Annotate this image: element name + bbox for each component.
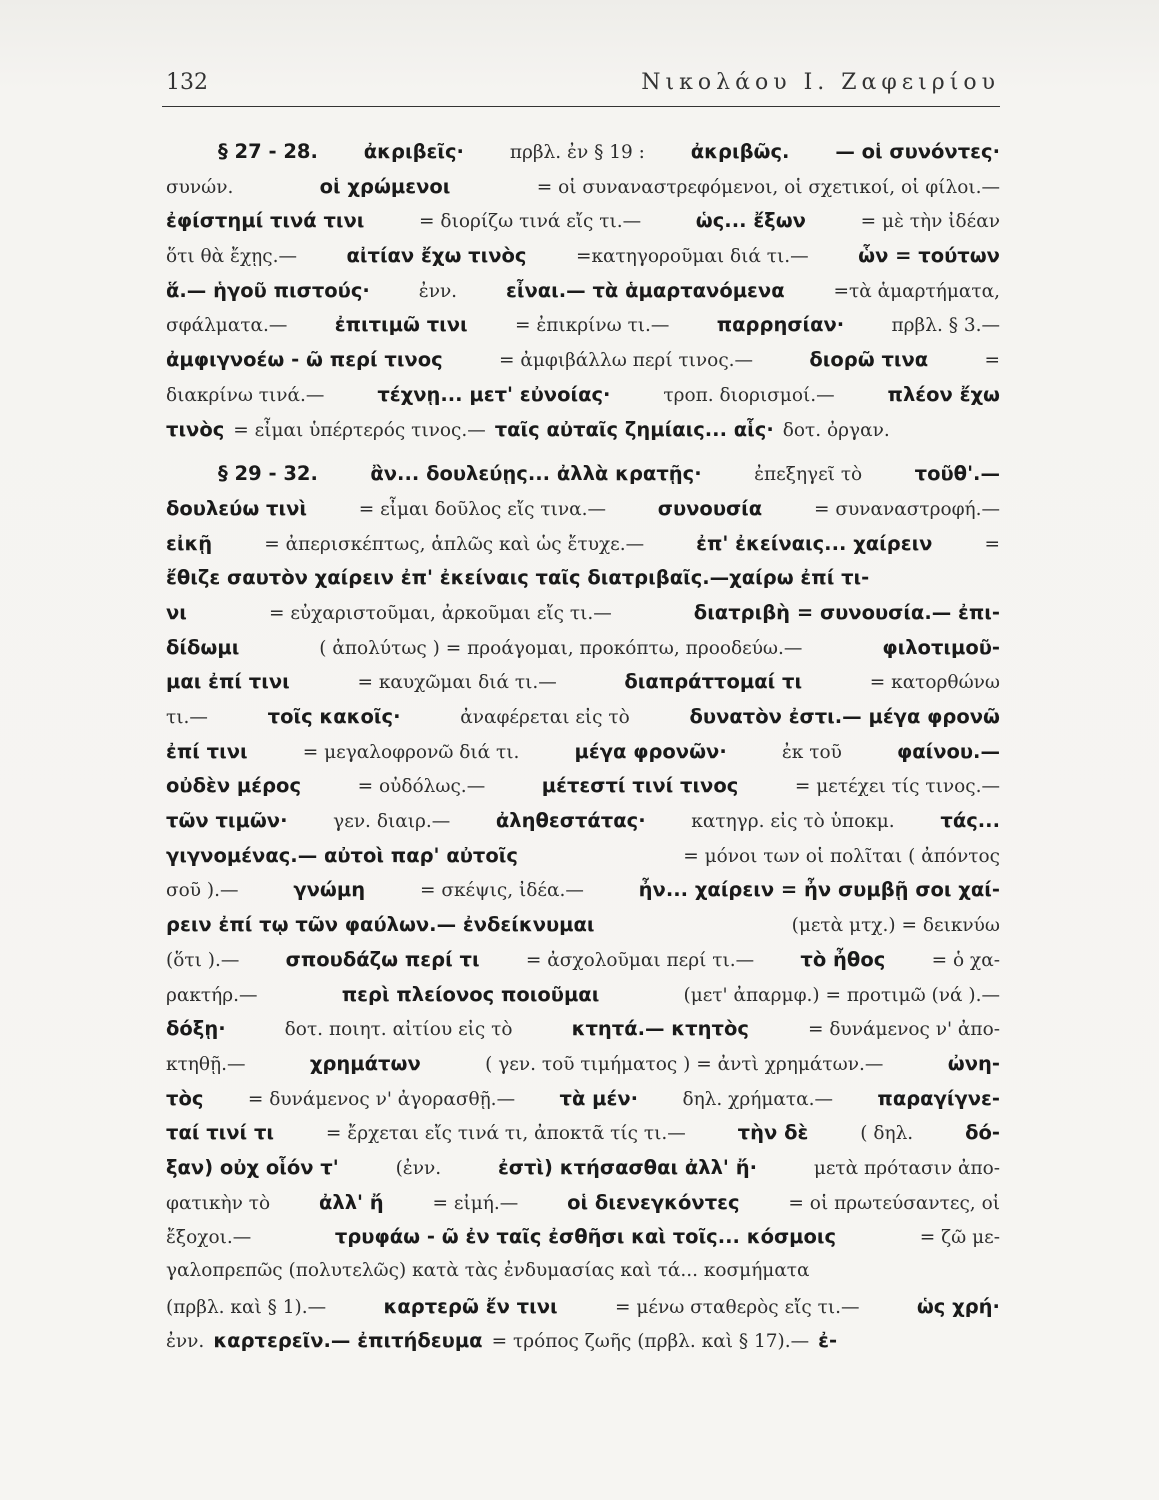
lemma-term: ἦν... χαίρειν = ἦν συμβῇ σοι χαί- [638,878,1000,902]
lemma-term: διορῶ τινα [809,348,929,372]
gloss-text: τροπ. διορισμοί.— [663,384,835,406]
lemma-term: εἶναι.— τὰ ἁμαρτανόμενα [506,278,785,302]
lemma-term: § 27 - 28. [218,140,318,163]
lemma-term: σπουδάζω περί τι [285,947,480,971]
lemma-term: καρτερεῖν.— ἐπιτήδευμα [213,1329,483,1353]
lemma-term: τέχνῃ... μετ' εὐνοίας· [377,382,611,406]
lemma-term: οἱ χρώμενοι [319,174,451,198]
gloss-text: ρακτήρ.— [166,984,258,1006]
text-line [166,948,1000,983]
lemma-term: ἐπιτιμῶ τινι [334,313,468,337]
text-line [166,844,1000,879]
lemma-term: — οἱ συνόντες· [835,140,1000,163]
lemma-term: τὰ μέν· [559,1086,639,1110]
lemma-term: ἐφίστημί τινά τινι [166,209,365,233]
lemma-term: ταί τινί τι [166,1121,274,1145]
gloss-text: (πρβλ. καὶ § 1).— [166,1296,327,1318]
lemma-term: ἀληθεστάτας· [495,809,646,833]
lemma-term: εἰκῇ [166,531,213,555]
text-line [166,913,1000,948]
lemma-term: ἐπί τινι [166,739,248,763]
lemma-term: ἂν... δουλεύῃς... ἀλλὰ κρατῇς· [370,462,702,486]
gloss-text: συνών. [166,176,234,198]
gloss-text: = δυνάμενος ν' ἀπο- [807,1019,1000,1041]
lemma-term: παρρησίαν· [716,313,845,337]
gloss-text: κτηθῇ.— [166,1053,246,1075]
gloss-text: ἐνν. [166,1331,205,1353]
gloss-text: ἐπεξηγεῖ τὸ [754,464,863,486]
text-line [166,983,1000,1018]
text-line [166,705,1000,740]
lemma-term: τὸς [166,1086,204,1110]
text-line [166,809,1000,844]
lemma-term: οἱ διενεγκόντες [567,1190,740,1214]
lemma-term: ξαν) οὐχ οἷόν τ' [166,1155,339,1179]
lemma-term: διαπράττομαί τι [624,670,803,694]
text-line [166,1156,1000,1191]
gloss-text: = εἰμή.— [432,1192,519,1214]
lemma-term: συνουσία [657,496,763,520]
gloss-text: = μεγαλοφρονῶ διά τι. [302,741,520,763]
lemma-term: ἀμφιγνοέω - ῶ περί τινος [166,348,443,372]
text-line [166,670,1000,705]
text-line [166,313,1000,348]
text-line [166,418,1000,453]
text-line [166,1191,1000,1226]
lemma-term: χρημάτων [309,1051,421,1075]
lemma-term: πλέον ἔχω [887,382,1000,406]
lemma-term: φιλοτιμοῦ- [882,635,1000,659]
gloss-text: = συναναστροφή.— [813,498,1000,520]
text-line [166,878,1000,913]
lemma-term: τῶν τιμῶν· [166,809,288,833]
gloss-text: = [984,533,1000,555]
lemma-term: περὶ πλείονος ποιοῦμαι [341,982,600,1006]
lemma-term: δίδωμι [166,635,240,659]
gloss-text: (μετ' ἀπαρμφ.) = προτιμῶ (νά ).— [683,984,1000,1006]
lemma-term: τοῖς κακοῖς· [267,705,401,728]
gloss-text: (ἐνν. [395,1157,442,1179]
lemma-term: ὧν = τούτων [858,244,1000,268]
lemma-term: τὸ ἦθος [800,947,886,971]
lemma-term: τάς... [940,809,1000,833]
lemma-term: δόξῃ· [166,1017,226,1041]
gloss-text: σφάλματα.— [166,315,288,337]
text-line [166,140,1000,175]
text-line [166,740,1000,775]
text-line [166,1295,1000,1330]
gloss-text: ἔξοχοι.— [166,1227,252,1249]
gloss-text: = μόνοι των οἱ πολῖται ( ἀπόντος [683,845,1000,867]
gloss-text: = ἔρχεται εἴς τινά τι, ἀποκτᾶ τίς τι.— [325,1123,686,1145]
text-line [166,279,1000,314]
text-line [166,636,1000,671]
lemma-term: τὴν δὲ [737,1121,809,1145]
text-line [166,1329,1000,1364]
text-line [166,1260,1000,1295]
gloss-text: = οἱ συναναστρεφόμενοι, οἱ σχετικοί, οἱ φίλοι.— [536,176,1000,198]
lemma-term: καρτερῶ ἔν τινι [383,1294,558,1318]
lemma-term: ἐ- [818,1329,838,1353]
gloss-text: δηλ. χρήματα.— [682,1088,833,1110]
lemma-term: μαι ἐπί τινι [166,670,290,694]
lemma-term: δυνατὸν ἐστι.— μέγα φρονῶ [689,705,1000,728]
lemma-term: ἅ.— ἡγοῦ πιστούς· [166,278,370,302]
gloss-text: ὅτι θὰ ἔχῃς.— [166,246,297,268]
gloss-text: ἀναφέρεται εἰς τὸ [460,707,630,728]
gloss-text: = σκέψις, ἰδέα.— [419,880,584,902]
text-line [166,601,1000,636]
lemma-term: γιγνομένας.— αὐτοὶ παρ' αὐτοῖς [166,843,518,867]
gloss-text: πρβλ. § 3.— [891,315,1000,337]
gloss-text: γεν. διαιρ.— [333,811,451,833]
text-line [166,244,1000,279]
gloss-text: = οὐδόλως.— [357,776,486,798]
gloss-text: = ἀμφιβάλλω περί τινος.— [498,350,754,372]
text-line [166,175,1000,210]
lemma-term: ἀκριβῶς. [690,140,790,163]
lemma-term: ὡς... ἔξων [695,209,806,233]
gloss-text: (μετὰ μτχ.) = δεικνύω [791,915,1000,937]
lemma-term: παραγίγνε- [877,1086,1000,1110]
gloss-text: = ὁ χα- [931,949,1000,971]
lemma-term: γνώμη [293,878,366,902]
lemma-term: ἀλλ' ἤ [318,1190,384,1214]
lemma-term: § 29 - 32. [218,462,318,486]
gloss-text: τι.— [166,707,208,728]
gloss-text: = κατορθώνω [869,672,1000,694]
gloss-text: = ἀπερισκέπτως, ἁπλῶς καὶ ὡς ἔτυχε.— [264,533,645,555]
gloss-text: ( δηλ. [860,1123,914,1145]
commentary-text [166,140,1000,1400]
gloss-text: = [984,350,1000,372]
lemma-term: ἔθιζε σαυτὸν χαίρειν ἐπ' ἐκείναις ταῖς διατριβαῖς.—χαίρω ἐπί τι- [166,566,870,590]
lemma-term: ἐπ' ἐκείναις... χαίρειν [696,531,933,555]
gloss-text: = καυχῶμαι διά τι.— [357,672,557,694]
gloss-text: ( ἀπολύτως ) = προάγομαι, προκόπτω, προοδεύω.— [319,637,803,659]
gloss-text: = οἱ πρωτεύσαντες, οἱ [788,1192,1000,1214]
lemma-term: ἀκριβεῖς· [363,140,464,163]
text-line [166,348,1000,383]
lemma-term: τρυφάω - ῶ ἐν ταῖς ἐσθῆσι καὶ τοῖς... κόσμοις [334,1225,837,1249]
gloss-text: διακρίνω τινά.— [166,384,325,406]
gloss-text: = τρόπος ζωῆς (πρβλ. καὶ § 17).— [491,1331,810,1353]
gloss-text: = μὲ τὴν ἰδέαν [860,211,1000,233]
gloss-text: ἐκ τοῦ [781,741,842,763]
text-line [166,1052,1000,1087]
gloss-text: = μετέχει τίς τινος.— [794,776,1000,798]
gloss-text: = εἶμαι ὑπέρτερός τινος.— [233,419,486,441]
lemma-term: μέτεστί τινί τινος [541,774,739,798]
gloss-text: =κατηγοροῦμαι διά τι.— [575,246,809,268]
gloss-text: = ἀσχολοῦμαι περί τι.— [525,949,755,971]
text-line [166,383,1000,418]
lemma-term: οὐδὲν μέρος [166,774,302,798]
gloss-text: δοτ. ποιητ. αἰτίου εἰς τὸ [284,1019,513,1041]
text-line [166,566,1000,601]
gloss-text: μετὰ πρότασιν ἀπο- [813,1157,1000,1179]
text-line [166,462,1000,497]
lemma-term: τοῦθ'.— [914,462,1000,486]
gloss-text: κατηγρ. εἰς τὸ ὑποκμ. [691,811,895,833]
gloss-text: (ὅτι ).— [166,949,240,971]
text-line [166,1121,1000,1156]
text-line [166,532,1000,567]
lemma-term: μέγα φρονῶν· [574,739,727,763]
text-line [166,209,1000,244]
lemma-term: διατριβὴ = συνουσία.— ἐπι- [693,600,1000,624]
lemma-term: τινὸς [166,417,225,441]
lemma-term: φαίνου.— [896,739,1000,763]
gloss-text: = εἶμαι δοῦλος εἴς τινα.— [358,498,606,520]
paragraph [166,462,1000,1364]
running-head: Νικολάου Ι. Ζαφειρίου [641,70,1000,95]
text-line [166,1225,1000,1260]
gloss-text: = εὐχαριστοῦμαι, ἀρκοῦμαι εἴς τι.— [268,602,612,624]
lemma-term: νι [166,600,187,624]
lemma-term: ἐστὶ) κτήσασθαι ἀλλ' ἤ· [497,1155,757,1179]
lemma-term: δουλεύω τινὶ [166,496,307,520]
gloss-text: =τὰ ἁμαρτήματα, [833,280,1000,302]
gloss-text: δοτ. ὀργαν. [782,419,890,441]
paragraph [166,140,1000,452]
lemma-term: κτητά.— κτητὸς [571,1017,749,1041]
gloss-text: ἐνν. [418,280,458,302]
lemma-term: αἰτίαν ἔχω τινὸς [346,244,527,268]
gloss-text: γαλοπρεπῶς (πολυτελῶς) κατὰ τὰς ἐνδυμασίας καὶ τά... κοσμήματα [166,1260,810,1281]
text-line [166,774,1000,809]
gloss-text: = δυνάμενος ν' ἀγορασθῇ.— [247,1088,516,1110]
page-header [162,66,1000,107]
lemma-term: ταῖς αὐταῖς ζημίαις... αἷς· [494,417,774,441]
lemma-term: ὠνη- [947,1051,1000,1075]
lemma-term: ρειν ἐπί τῳ τῶν φαύλων.— ἐνδείκνυμαι [166,913,595,937]
text-line [166,1017,1000,1052]
text-line [166,497,1000,532]
gloss-text: = ἐπικρίνω τι.— [514,315,670,337]
gloss-text: = ζῶ με- [919,1227,1000,1249]
gloss-text: πρβλ. ἐν § 19 : [509,142,645,163]
gloss-text: φατικὴν τὸ [166,1192,271,1214]
gloss-text: ( γεν. τοῦ τιμήματος ) = ἀντὶ χρημάτων.— [485,1053,884,1075]
lemma-term: δό- [965,1121,1000,1145]
gloss-text: = μένω σταθερὸς εἴς τι.— [614,1296,860,1318]
text-line [166,1087,1000,1122]
gloss-text: σοῦ ).— [166,880,239,902]
gloss-text: = διορίζω τινά εἴς τι.— [419,211,642,233]
lemma-term: ὡς χρή· [916,1294,1000,1318]
page-number: 132 [166,70,208,95]
